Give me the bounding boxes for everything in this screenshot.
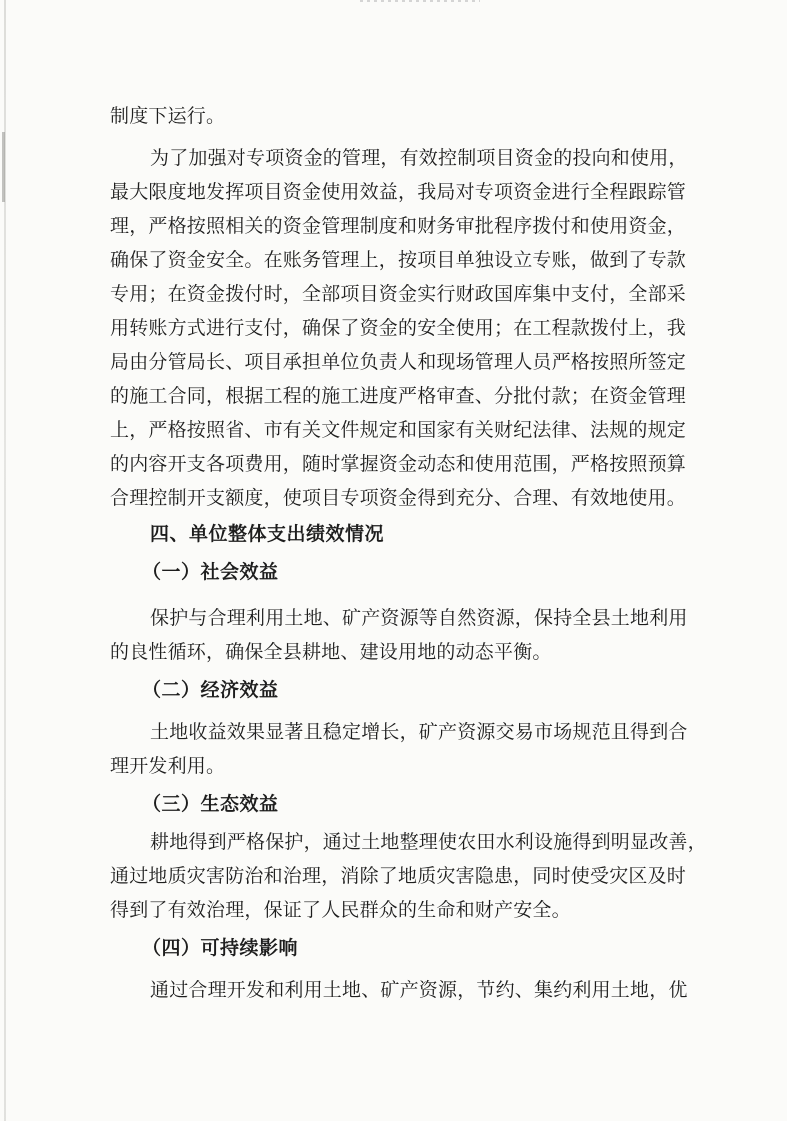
paragraph-line: 保护与合理利用土地、矿产资源等自然资源，保持全县土地利用: [150, 607, 688, 629]
subsection-heading: （四）可持续影响: [142, 937, 299, 959]
paragraph-line: 专用；在资金拨付时，全部项目资金实行财政国库集中支付，全部采: [110, 283, 687, 305]
paragraph-line: 理，严格按照相关的资金管理制度和财务审批程序拨付和使用资金，: [110, 215, 687, 237]
scan-edge-mark: [2, 132, 5, 202]
subsection-heading: （二）经济效益: [142, 679, 279, 701]
subsection-heading: （一）社会效益: [142, 561, 279, 583]
paragraph-line: 最大限度地发挥项目资金使用效益，我局对专项资金进行全程跟踪管: [110, 181, 687, 203]
paragraph-line: 理开发利用。: [110, 755, 226, 777]
paragraph-line: 土地收益效果显著且稳定增长，矿产资源交易市场规范且得到合: [150, 721, 688, 743]
paragraph-line: 局由分管局长、项目承担单位负责人和现场管理人员严格按照所签定: [110, 351, 687, 373]
paragraph-line: 上，严格按照省、市有关文件规定和国家有关财纪法律、法规的规定: [110, 419, 687, 441]
paragraph-line: 合理控制开支额度，使项目专项资金得到充分、合理、有效地使用。: [110, 487, 687, 509]
paragraph-line: 的良性循环，确保全县耕地、建设用地的动态平衡。: [110, 641, 552, 663]
subsection-heading: （三）生态效益: [142, 793, 279, 815]
paragraph-line: 通过地质灾害防治和治理，消除了地质灾害隐患，同时使受灾区及时: [110, 865, 687, 887]
paragraph-line: 为了加强对专项资金的管理，有效控制项目资金的投向和使用，: [150, 147, 688, 169]
paragraph-line: 的内容开支各项费用，随时掌握资金动态和使用范围，严格按照预算: [110, 453, 687, 475]
paragraph-line: 制度下运行。: [110, 105, 226, 127]
paragraph-line: 的施工合同，根据工程的施工进度严格审查、分批付款；在资金管理: [110, 385, 687, 407]
section-heading: 四、单位整体支出绩效情况: [150, 523, 385, 545]
paragraph-line: 用转账方式进行支付，确保了资金的安全使用；在工程款拨付上，我: [110, 317, 687, 339]
paragraph-line: 通过合理开发和利用土地、矿产资源，节约、集约利用土地，优: [150, 979, 688, 1001]
paragraph-line: 得到了有效治理，保证了人民群众的生命和财产安全。: [110, 899, 571, 921]
scan-top-mark: [360, 0, 480, 2]
paragraph-line: 确保了资金安全。在账务管理上，按项目单独设立专账，做到了专款: [110, 249, 687, 271]
paragraph-line: 耕地得到严格保护，通过土地整理使农田水利设施得到明显改善，: [150, 831, 707, 853]
